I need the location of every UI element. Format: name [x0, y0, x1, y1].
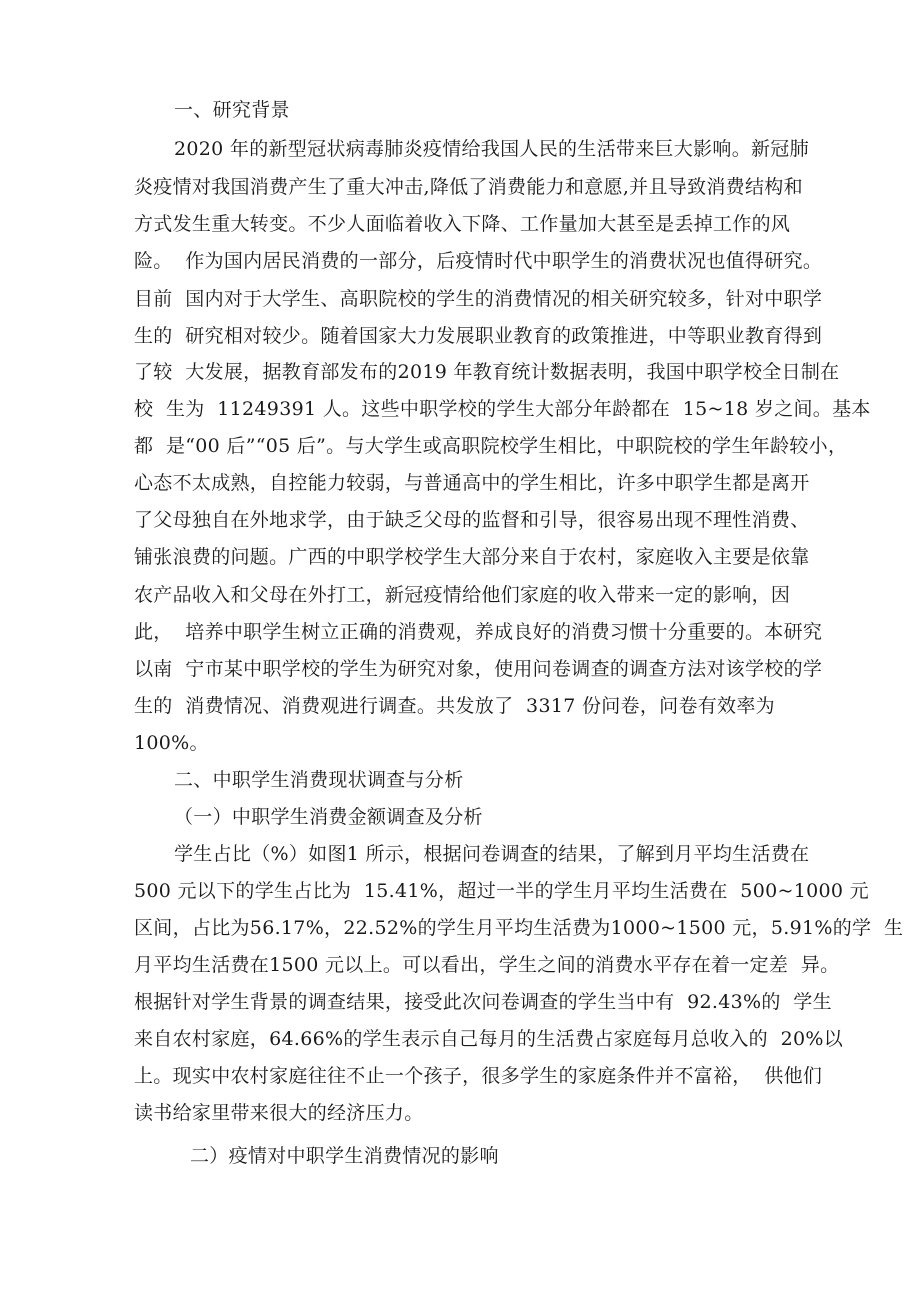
paragraph-line: 学生占比（%）如图1 所示，根据问卷调查的结果，了解到月平均生活费在: [174, 843, 810, 865]
paragraph-line: 500 元以下的学生占比为 15.41%，超过一半的学生月平均生活费在 500~1000 元: [134, 880, 869, 902]
paragraph-line: 根据针对学生背景的调查结果，接受此次问卷调查的学生当中有 92.43%的 学生: [134, 991, 832, 1013]
section-2-heading: 二、中职学生消费现状调查与分析: [174, 769, 464, 791]
paragraph-line: 了父母独自在外地求学，由于缺乏父母的监督和引导，很容易出现不理性消费、: [134, 509, 810, 531]
paragraph-line: 铺张浪费的问题。广西的中职学校学生大部分来自于农村，家庭收入主要是依靠: [134, 546, 810, 568]
paragraph-line: 此， 培养中职学生树立正确的消费观，养成良好的消费习惯十分重要的。本研究: [134, 621, 823, 643]
paragraph-line: 校 生为 11249391 人。这些中职学校的学生大部分年龄都在 15~18 岁之间。基本: [134, 398, 871, 420]
paragraph-line: 心态不太成熟，自控能力较弱，与普通高中的学生相比，许多中职学生都是离开: [134, 472, 810, 494]
subsection-heading: 二）疫情对中职学生消费情况的影响: [190, 1145, 499, 1167]
subsection-heading: （一）中职学生消费金额调查及分析: [174, 806, 483, 828]
paragraph-line: 读书给家里带来很大的经济压力。: [134, 1102, 424, 1124]
paragraph-line: 了较 大发展，据教育部发布的2019 年教育统计数据表明，我国中职学校全日制在: [134, 361, 840, 383]
paragraph-line: 上。现实中农村家庭往往不止一个孩子，很多学生的家庭条件并不富裕， 供他们: [134, 1065, 823, 1087]
paragraph-line: 目前 国内对于大学生、高职院校的学生的消费情况的相关研究较多，针对中职学: [134, 288, 823, 310]
paragraph-line: 月平均生活费在1500 元以上。可以看出，学生之间的消费水平存在着一定差 异。: [134, 954, 840, 976]
paragraph-line: 方式发生重大转变。不少人面临着收入下降、工作量加大甚至是丢掉工作的风: [134, 213, 791, 235]
paragraph-line: 生的 研究相对较少。随着国家大力发展职业教育的政策推进，中等职业教育得到: [134, 325, 823, 347]
paragraph-line: 2020 年的新型冠状病毒肺炎疫情给我国人民的生活带来巨大影响。新冠肺: [174, 138, 809, 160]
paragraph-line: 以南 宁市某中职学校的学生为研究对象，使用问卷调查的调查方法对该学校的学: [134, 658, 823, 680]
paragraph-line: 100%。: [134, 732, 209, 754]
paragraph-line: 来自农村家庭，64.66%的学生表示自己每月的生活费占家庭每月总收入的 20%以: [134, 1028, 844, 1050]
paragraph-line: 生的 消费情况、消费观进行调查。共发放了 3317 份问卷，问卷有效率为: [134, 695, 775, 717]
section-1-heading: 一、研究背景: [174, 99, 290, 121]
paragraph-line: 农产品收入和父母在外打工，新冠疫情给他们家庭的收入带来一定的影响，因: [134, 584, 791, 606]
paragraph-line: 都 是“00 后”“05 后”。与大学生或高职院校学生相比，中职院校的学生年龄较小，: [134, 435, 848, 457]
paragraph-line: 险。 作为国内居民消费的一部分，后疫情时代中职学生的消费状况也值得研究。: [134, 250, 823, 272]
paragraph-line: 区间，占比为56.17%，22.52%的学生月平均生活费为1000~1500 元，5.91%的学 生: [134, 917, 904, 939]
paragraph-line: 炎疫情对我国消费产生了重大冲击,降低了消费能力和意愿,并且导致消费结构和: [134, 176, 803, 198]
